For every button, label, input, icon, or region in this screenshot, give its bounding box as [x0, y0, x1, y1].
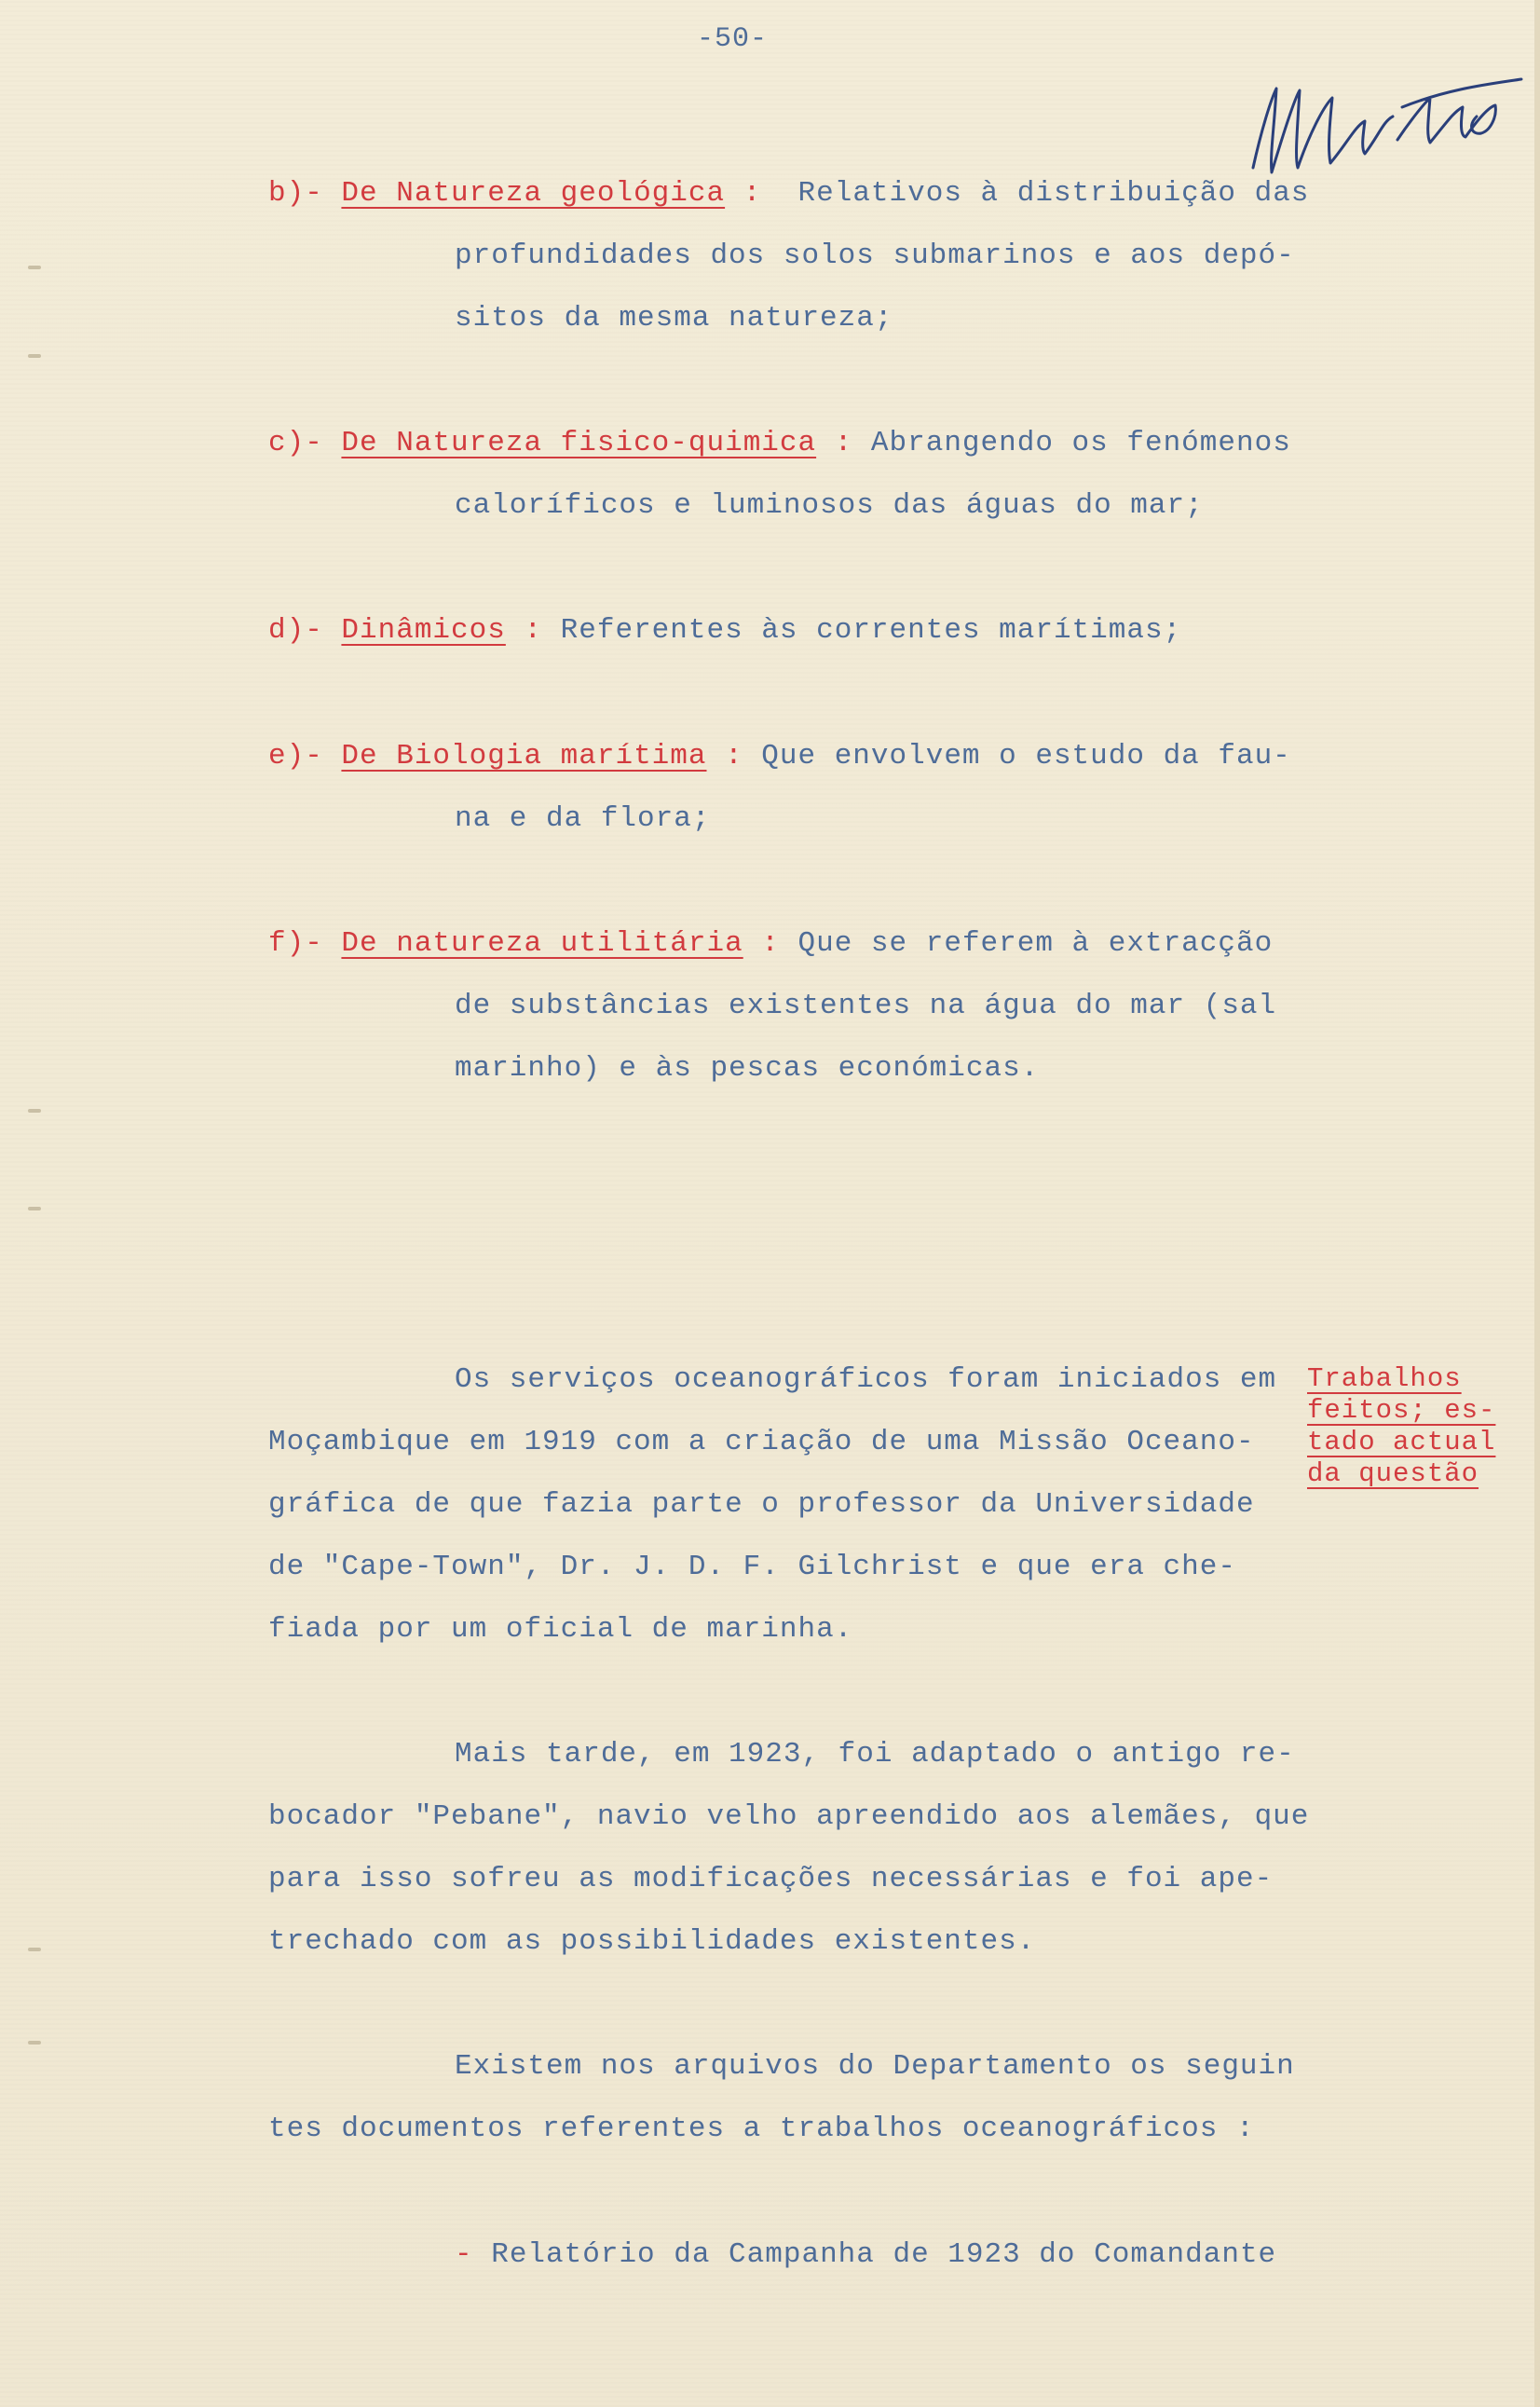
- item-f-line-2: de substâncias existentes na água do mar (sal: [455, 990, 1277, 1022]
- margin-note-line-1: Trabalhos: [1307, 1363, 1462, 1394]
- list-dash: -: [455, 2238, 473, 2271]
- item-f-line-3: marinho) e às pescas económicas.: [455, 1052, 1040, 1085]
- item-marker: d)-: [268, 614, 323, 647]
- paragraph-2-line-1: Mais tarde, em 1923, foi adaptado o antigo re-: [455, 1738, 1295, 1771]
- paragraph-2-line-3: para isso sofreu as modificações necessárias e foi ape-: [268, 1863, 1274, 1895]
- binding-mark: [28, 1207, 41, 1210]
- paragraph-1-line-3: gráfica de que fazia parte o professor da Universidade: [268, 1488, 1255, 1521]
- paragraph-1-line-5: fiada por um oficial de marinha.: [268, 1613, 853, 1646]
- paragraph-1-line-2: Moçambique em 1919 com a criação de uma Missão Oceano-: [268, 1426, 1255, 1458]
- item-text: Abrangendo os fenómenos: [870, 427, 1291, 459]
- item-title: De Biologia marítima: [341, 740, 707, 773]
- margin-note-line-4: da questão: [1307, 1458, 1479, 1489]
- binding-mark: [28, 266, 41, 269]
- item-b-line-3: sitos da mesma natureza;: [455, 302, 893, 335]
- item-title: De Natureza fisico-quimica: [341, 427, 817, 459]
- item-e-line-2: na e da flora;: [455, 802, 711, 835]
- paper-edge: [1534, 0, 1540, 2407]
- item-d-line-1: [268, 612, 1181, 650]
- item-title: Dinâmicos: [341, 614, 506, 647]
- paragraph-1-line-4: de "Cape-Town", Dr. J. D. F. Gilchrist e que era che-: [268, 1551, 1236, 1583]
- item-b-line-2: profundidades dos solos submarinos e aos depó-: [455, 239, 1295, 272]
- page-number: -50-: [697, 23, 769, 55]
- list-item-text: Relatório da Campanha de 1923 do Comandante: [491, 2238, 1277, 2271]
- item-title: De natureza utilitária: [341, 927, 743, 960]
- paragraph-3-line-1: Existem nos arquivos do Departamento os seguin: [455, 2050, 1295, 2083]
- margin-note-line-2: feitos; es-: [1307, 1395, 1496, 1426]
- binding-mark: [28, 1948, 41, 1951]
- item-marker: c)-: [268, 427, 323, 459]
- item-marker: f)-: [268, 927, 323, 960]
- item-title: De Natureza geológica: [341, 177, 726, 210]
- binding-mark: [28, 2041, 41, 2045]
- handwritten-signature: [1244, 70, 1523, 191]
- item-marker: e)-: [268, 740, 323, 773]
- paragraph-2-line-4: trechado com as possibilidades existentes.: [268, 1925, 1036, 1958]
- item-separator: :: [743, 927, 798, 960]
- item-e-line-1: [268, 738, 1291, 775]
- paragraph-3-line-2: tes documentos referentes a trabalhos oceanográficos :: [268, 2113, 1255, 2145]
- binding-mark: [28, 1109, 41, 1113]
- document-list-item: [455, 2236, 1276, 2274]
- item-separator: :: [725, 177, 780, 210]
- item-c-line-1: [268, 425, 1291, 462]
- item-text: Relativos à distribuição das: [797, 177, 1310, 210]
- paragraph-2-line-2: bocador "Pebane", navio velho apreendido aos alemães, que: [268, 1800, 1310, 1833]
- paragraph-1-line-1: Os serviços oceanográficos foram iniciados em: [455, 1363, 1277, 1396]
- item-f-line-1: [268, 925, 1273, 963]
- binding-mark: [28, 354, 41, 358]
- item-text: Que envolvem o estudo da fau-: [761, 740, 1291, 773]
- item-separator: :: [505, 614, 561, 647]
- item-b-line-1: [268, 175, 1309, 212]
- item-c-line-2: caloríficos e luminosos das águas do mar;: [455, 489, 1204, 522]
- item-separator: :: [816, 427, 871, 459]
- item-separator: :: [706, 740, 762, 773]
- item-marker: b)-: [268, 177, 323, 210]
- margin-note-line-3: tado actual: [1307, 1427, 1496, 1457]
- item-text: Que se referem à extracção: [797, 927, 1274, 960]
- item-text: Referentes às correntes marítimas;: [560, 614, 1182, 647]
